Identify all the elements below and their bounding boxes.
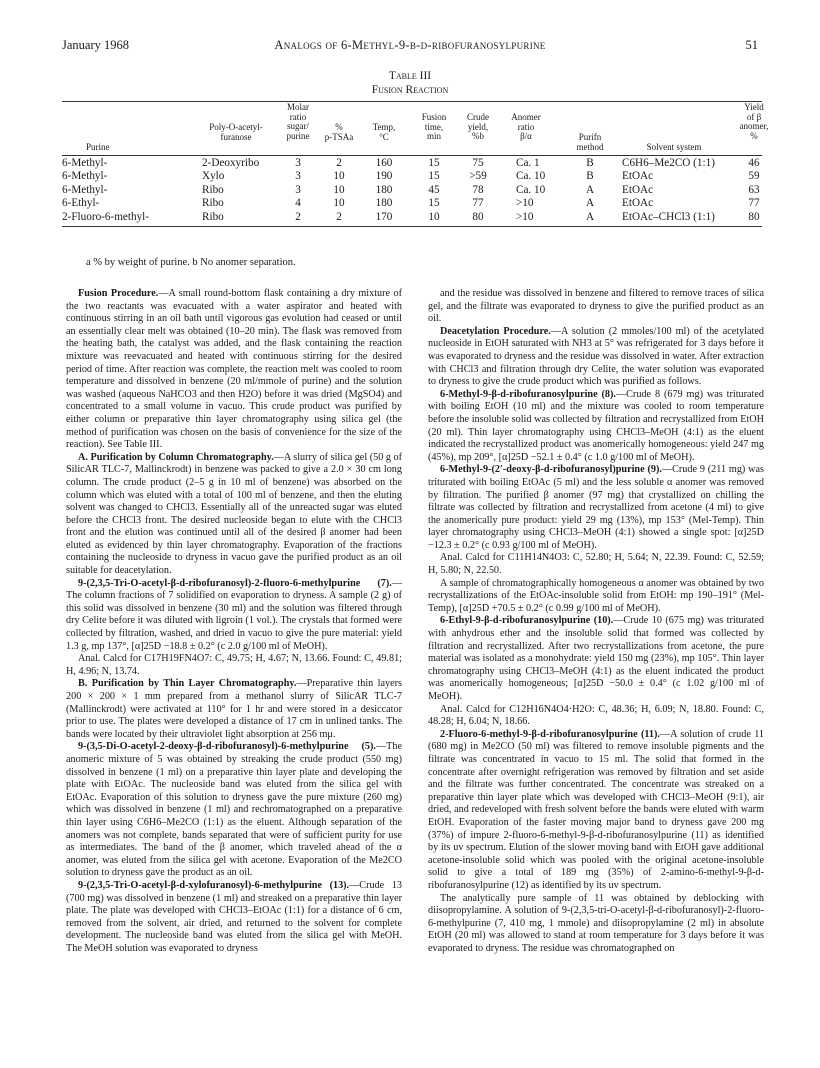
col-header-anomer: Anomer ratio β/α: [511, 112, 541, 142]
paragraph-text: —Preparative thin layers 200 × 200 × 1 mm prepared from a methanol slurry of SilicAR TLC-7 (Mallinckrodt) were activated at 110° for 1 hr and were stored in a desiccator prior to use. The plates were developed a distance of 17 cm in unlined tanks. The bands were located by their ultraviolet light absorption at 256 mμ.: [66, 678, 402, 740]
table-cell-anomer: Ca. 10: [516, 183, 546, 196]
table-cell-purine: 2-Fluoro-6-methyl-: [62, 210, 149, 223]
table-cell-purine: 6-Methyl-: [62, 183, 108, 196]
paragraph-text: The analytically pure sample of 11 was obtained by deblocking with diisopropylamine. A solution of 9-(2,3,5-tri-O-acetyl-β-d-ribofuranosyl)-2-fluoro-6-methylpurine (7, 410 mg, 1 mmole) and diisopropylamine (2 ml) in absolute EtOH (20 ml) was allowed to stand at room temperature for 3 days before it was evaporated to dryness. The residue was chromatographed on: [428, 892, 764, 954]
paragraph: [66, 653, 402, 678]
paragraph-text: Anal. Calcd for C17H19FN4O7: C, 49.75; H, 4.67; N, 13.66. Found: C, 49.81; H, 4.96; N, 13.74.: [66, 653, 402, 677]
table-row: [62, 198, 762, 211]
table-cell-ptsa: 10: [333, 197, 345, 210]
paragraph: [428, 578, 764, 616]
col-header-sugar: Poly-O-acetyl- furanose: [209, 122, 263, 142]
table-cell-yield: 63: [748, 183, 760, 196]
table-caption: Table III: [388, 70, 432, 82]
table-cell-crude: >59: [469, 170, 487, 183]
table-cell-ptsa: 2: [336, 157, 342, 169]
table-cell-yield: 59: [748, 170, 760, 183]
table-cell-method: A: [585, 210, 595, 223]
table-cell-anomer: >10: [516, 197, 534, 210]
paragraph: [428, 729, 764, 893]
table-cell-purine: 6-Methyl-: [62, 157, 108, 169]
left-text-column: [66, 288, 402, 955]
table-cell-temp: 170: [375, 210, 393, 223]
table-cell-temp: 190: [375, 170, 393, 183]
paragraph: [66, 741, 402, 880]
col-header-time: Fusion time, min: [421, 112, 447, 142]
table-cell-time: 45: [428, 183, 440, 196]
paragraph-text: and the residue was dissolved in benzene and filtered to remove traces of silica gel, and the filtrate was evaporated to dryness to give the purified product as an oil.: [428, 288, 764, 325]
col-header-ptsa: % p-TSAa: [324, 122, 354, 142]
table-cell-method: B: [586, 157, 594, 169]
table-cell-yield: 80: [748, 210, 760, 223]
table-cell-crude: 75: [472, 157, 484, 169]
running-header: [62, 38, 758, 54]
table-row: [62, 158, 762, 171]
col-header-temp: Temp, °C: [372, 122, 396, 142]
table-cell-solvent: EtOAc: [622, 170, 654, 183]
paragraph-text: —A solution of crude 11 (680 mg) in Me2CO (50 ml) was filtered to remove insoluble pigments and the filtrate was concentrated in vacuo to 15 ml. The solid that formed in the concentrate after overnight refrigeration was removed by filtration and set aside and the filtrate was further concentrated. The concentrate was streaked on a preparative thin layer plate which was developed with CHCl3–MeOH (9:1), air dried, and redeveloped with fresh solvent before the bands were eluted with warm EtOH. Evaporation of the faster moving major band to dryness gave 200 mg (37%) of impure 2-fluoro-6-methyl-9-β-d-ribofuranosylpurine (11) as identified by its uv spectrum. Elution of the slower moving band with EtOH gave additional acetone-insoluble solid which was pooled with the original acetone-insoluble solid to give a total of 189 mg (35%) of 2-amino-6-methyl-9-β-d-ribofuranosylpurine (12) as identified by its uv spectrum.: [428, 728, 765, 891]
paragraph-text: Anal. Calcd for C11H14N4O3: C, 52.80; H, 5.64; N, 22.39. Found: C, 52.59; H, 5.80; N, 22.50.: [428, 552, 764, 577]
table-cell-anomer: >10: [516, 210, 534, 223]
table-cell-solvent: EtOAc: [622, 197, 654, 210]
table-cell-ratio: 3: [295, 183, 301, 196]
paragraph-heading: 6-Methyl-9-β-d-ribofuranosylpurine (8).: [440, 388, 616, 400]
table-cell-method: B: [586, 170, 594, 183]
right-text-column: [428, 288, 764, 955]
table-cell-sugar: Ribo: [202, 197, 224, 210]
paragraph-text: —The anomeric mixture of 5 was obtained by streaking the crude product (550 mg) dissolved in benzene (1 ml) on a preparative thin layer plate and developing the plate with EtOAc. The nucleoside band was eluted from the silica gel with EtOAc. Evaporation of this solution to dryness gave the pure mixture (260 mg) which was dissolved in benzene (1 ml) and rechromatographed on a preparative thin layer using C6H6–Me2CO (1:1) as the eluent. Although separation of the anomers was not complete, bands separated that were of sufficient purity for use as intermediates. The band of the β anomer, which traveled ahead of the α anomer, was eluted from the silica gel with acetone. Evaporation of the Me2CO solution to dryness gave the product as an oil.: [66, 741, 402, 879]
table-cell-ptsa: 10: [333, 183, 345, 196]
paragraph-heading: 6-Ethyl-9-β-d-ribofuranosylpurine (10).: [440, 615, 614, 627]
paragraph: [428, 704, 764, 729]
paragraph-heading: 2-Fluoro-6-methyl-9-β-d-ribofuranosylpurine (11).: [440, 728, 660, 740]
table-row: [62, 185, 762, 198]
paragraph-text: —Crude 8 (679 mg) was triturated with boiling EtOH (10 ml) and the mixture was cooled to room temperature before the insoluble solid was collected by filtration and recrystallized from EtOH (20 ml). Thin layer chromatography using CHCl3–MeOH (4:1) as the eluent indicated the recrystallized product was anomerically homogeneous: yield 247 mg (45%), mp 209°, [α]25D −52.1 ± 0.4° (c 1.0 g/100 ml of MeOH).: [428, 388, 764, 463]
paragraph: [66, 880, 402, 956]
table-cell-purine: 6-Ethyl-: [62, 197, 100, 210]
paragraph: [428, 615, 764, 703]
table-cell-sugar: Ribo: [202, 210, 224, 223]
table-cell-time: 15: [428, 157, 440, 169]
table-row: [62, 171, 762, 184]
paragraph-heading: 6-Methyl-9-(2′-deoxy-β-d-ribofuranosyl)purine (9).: [440, 464, 662, 476]
table-cell-sugar: 2-Deoxyribo: [202, 157, 260, 169]
table-bottom-rule: [62, 226, 762, 227]
table-cell-sugar: Ribo: [202, 183, 224, 196]
page-number: 51: [745, 38, 758, 52]
table-footnote: a % by weight of purine. b No anomer separation.: [86, 257, 296, 268]
table-cell-temp: 160: [375, 157, 393, 169]
table-cell-solvent: EtOAc–CHCl3 (1:1): [622, 210, 715, 223]
col-header-solvent: Solvent system: [646, 142, 702, 152]
paragraph-heading: 9-(2,3,5-Tri-O-acetyl-β-d-xylofuranosyl)-6-methylpurine (13).: [78, 879, 350, 891]
table-cell-yield: 46: [748, 157, 760, 169]
paragraph-text: —Crude 10 (675 mg) was triturated with anhydrous ether and the insoluble solid that formed was collected by filtration and recrystallized. After two recrystallizations from acetone, the pure material was isolated as a monohydrate: yield 150 mg (23%), mp 105°. Thin layer chromatography using CHCl3–MeOH (4:1) as the eluent indicated the product was anomerically homogeneous; [α]25D −50.0 ± 0.4° (c 1.02 g/100 ml of MeOH).: [428, 615, 764, 702]
table-cell-method: A: [585, 183, 595, 196]
table-cell-temp: 180: [375, 183, 393, 196]
table-cell-solvent: EtOAc: [622, 183, 654, 196]
table-cell-method: A: [585, 197, 595, 210]
table-row: [62, 212, 762, 225]
paragraph: [66, 288, 402, 452]
table-cell-solvent: C6H6–Me2CO (1:1): [622, 157, 715, 169]
paragraph-text: Anal. Calcd for C12H16N4O4·H2O: C, 48.36; H, 6.09; N, 18.80. Found: C, 48.28; H, 6.04; N, 18.66.: [428, 703, 764, 728]
paragraph-heading: Deacetylation Procedure.: [440, 325, 551, 337]
col-header-yield: Yield of β anomer, %: [739, 102, 769, 141]
paragraph: [66, 678, 402, 741]
table-cell-anomer: Ca. 1: [516, 157, 540, 169]
paragraph-text: —Crude 9 (211 mg) was triturated with boiling EtOAc (5 ml) and the less soluble α anomer was removed by filtration. The purified β anomer (97 mg) that crystallized on chilling the filtrate was collected by filtration and recrystallized from acetone (4 ml) to give the anomerically pure product: yield 29 mg (13%), mp 153° (Mel-Temp). Thin layer chromatography using CHCl3–MeOH (4:1) showed a single spot: [α]25D −12.3 ± 0.2° (c 0.93 g/100 ml of MeOH).: [428, 464, 765, 551]
paragraph: [428, 389, 764, 465]
table-cell-time: 10: [428, 210, 440, 223]
paragraph: [66, 452, 402, 578]
paragraph: [428, 288, 764, 326]
col-header-ratio: Molar ratio sugar/ purine: [286, 102, 310, 141]
table-cell-purine: 6-Methyl-: [62, 170, 108, 183]
header-title: Analogs of 6-Methyl-9-β-d-ribofuranosylpurine: [274, 38, 546, 52]
paragraph: [428, 893, 764, 956]
table-cell-anomer: Ca. 10: [516, 170, 546, 183]
paragraph: [428, 326, 764, 389]
paragraph-heading: B. Purification by Thin Layer Chromatography.: [78, 678, 297, 690]
table-cell-ratio: 4: [295, 197, 301, 210]
table-cell-time: 15: [428, 197, 440, 210]
table-cell-temp: 180: [375, 197, 393, 210]
paragraph-text: —A solution (2 mmoles/100 ml) of the acetylated nucleoside in EtOH saturated with NH3 at 5° was refrigerated for 3 days before it was evaporated to dryness and the residue was dissolved in water. After extraction with CHCl3 and filtration through dry Celite, the water solution was evaporated to dryness to give the crude product which was purified as follows.: [428, 325, 764, 388]
paragraph: [428, 552, 764, 577]
paragraph: [428, 464, 764, 552]
table-top-rule: [62, 101, 762, 102]
paragraph: [66, 578, 402, 654]
paragraph-text: —The column fractions of 7 solidified on evaporation to dryness. A sample (2 g) of this solid was dissolved in benzene (30 ml) and the solution was filtered through dry Celite before it was diluted with ligroin (1 vol.). The crystals that formed were collected by filtration, washed, and dried in vacuo to give the pure material: yield 1.3 g, mp 137°, [α]25D −18.8 ± 0.2° (c 2.0 g/100 ml of MeOH).: [66, 577, 402, 652]
table-cell-ratio: 3: [295, 170, 301, 183]
col-header-purine: Purine: [86, 142, 110, 152]
table-cell-crude: 77: [472, 197, 484, 210]
header-date: January 1968: [62, 38, 129, 52]
table-cell-ratio: 3: [295, 157, 301, 169]
col-header-method: Purifn method: [576, 132, 604, 152]
table-cell-yield: 77: [748, 197, 760, 210]
table-cell-ptsa: 2: [336, 210, 342, 223]
table-cell-crude: 80: [472, 210, 484, 223]
paragraph-text: —A small round-bottom flask containing a dry mixture of the two reactants was evacuated with a water aspirator and heated with continuous stirring in an oil bath until vigorous gas evolution had ceased or until an essentially clear melt was obtained (10–20 min). The flask was removed from the heating bath, the catalyst was added, and the flask containing the reaction mixture was reevacuated and heated with continuous stirring for the desired period of time. After reaction was complete, the reaction melt was cooled to room temperature and dissolved in benzene (20 ml/mmole of purine) and the solution was washed (aqueous NaHCO3 and then H2O) before it was dried (MgSO4) and concentrated to a small volume in vacuo. This crude product was purified by either column or preparative thin layer chromatography using silica gel (the method of purification was chosen on the basis of convenience for the size of the reaction). See Table III.: [66, 288, 402, 451]
paragraph-heading: A. Purification by Column Chromatography.: [78, 451, 274, 463]
paragraph-text: —Crude 13 (700 mg) was dissolved in benzene (1 ml) and streaked on a preparative thin layer plate. The plate was developed with CHCl3–EtOAc (1:1) for a distance of 6 cm, removed from the solvent, air dried, and returned to the solvent for complete development. The nucleoside band was eluted from the silica gel with MeOH. The MeOH solution was evaporated to dryness: [66, 879, 402, 954]
paragraph-heading: Fusion Procedure.: [78, 288, 159, 299]
table-cell-time: 15: [428, 170, 440, 183]
table-cell-sugar: Xylo: [202, 170, 225, 183]
table-cell-crude: 78: [472, 183, 484, 196]
table-cell-ratio: 2: [295, 210, 301, 223]
paragraph-heading: 9-(3,5-Di-O-acetyl-2-deoxy-β-d-ribofuranosyl)-6-methylpurine (5).: [78, 741, 376, 753]
col-header-crude: Crude yield, %b: [467, 112, 489, 142]
table-header-rule: [62, 155, 762, 156]
paragraph-heading: 9-(2,3,5-Tri-O-acetyl-β-d-ribofuranosyl)-2-fluoro-6-methylpurine (7).: [78, 577, 392, 589]
table-title: Fusion Reaction: [371, 84, 449, 96]
paragraph-text: —A slurry of silica gel (50 g of SilicAR TLC-7, Mallinckrodt) in benzene was packed to give a 2.0 × 30 cm long column. The crude product (2–5 g in 10 ml of benzene) was absorbed on the column which was eluted with a total of 100 ml of benzene, and then the eluting solvent was changed to CHCl3. Essentially all of the unreacted sugar was eluted before the CHCl3 front. The desired nucleoside began to elute with the CHCl3 front and the elution was continued until all of the desired β anomer had been eluted as evidenced by thin layer chromatography. Evaporation of the fractions containing the nucleoside to dryness in vacuo gave the purified product as an oil suitable for deacetylation.: [66, 451, 402, 577]
table-cell-ptsa: 10: [333, 170, 345, 183]
paragraph-text: A sample of chromatographically homogeneous α anomer was obtained by two recrystallizations of the EtOAc-insoluble solid from EtOH: mp 190–191° (Mel-Temp), [α]25D +70.5 ± 0.2° (c 0.99 g/100 ml of MeOH).: [428, 577, 764, 614]
